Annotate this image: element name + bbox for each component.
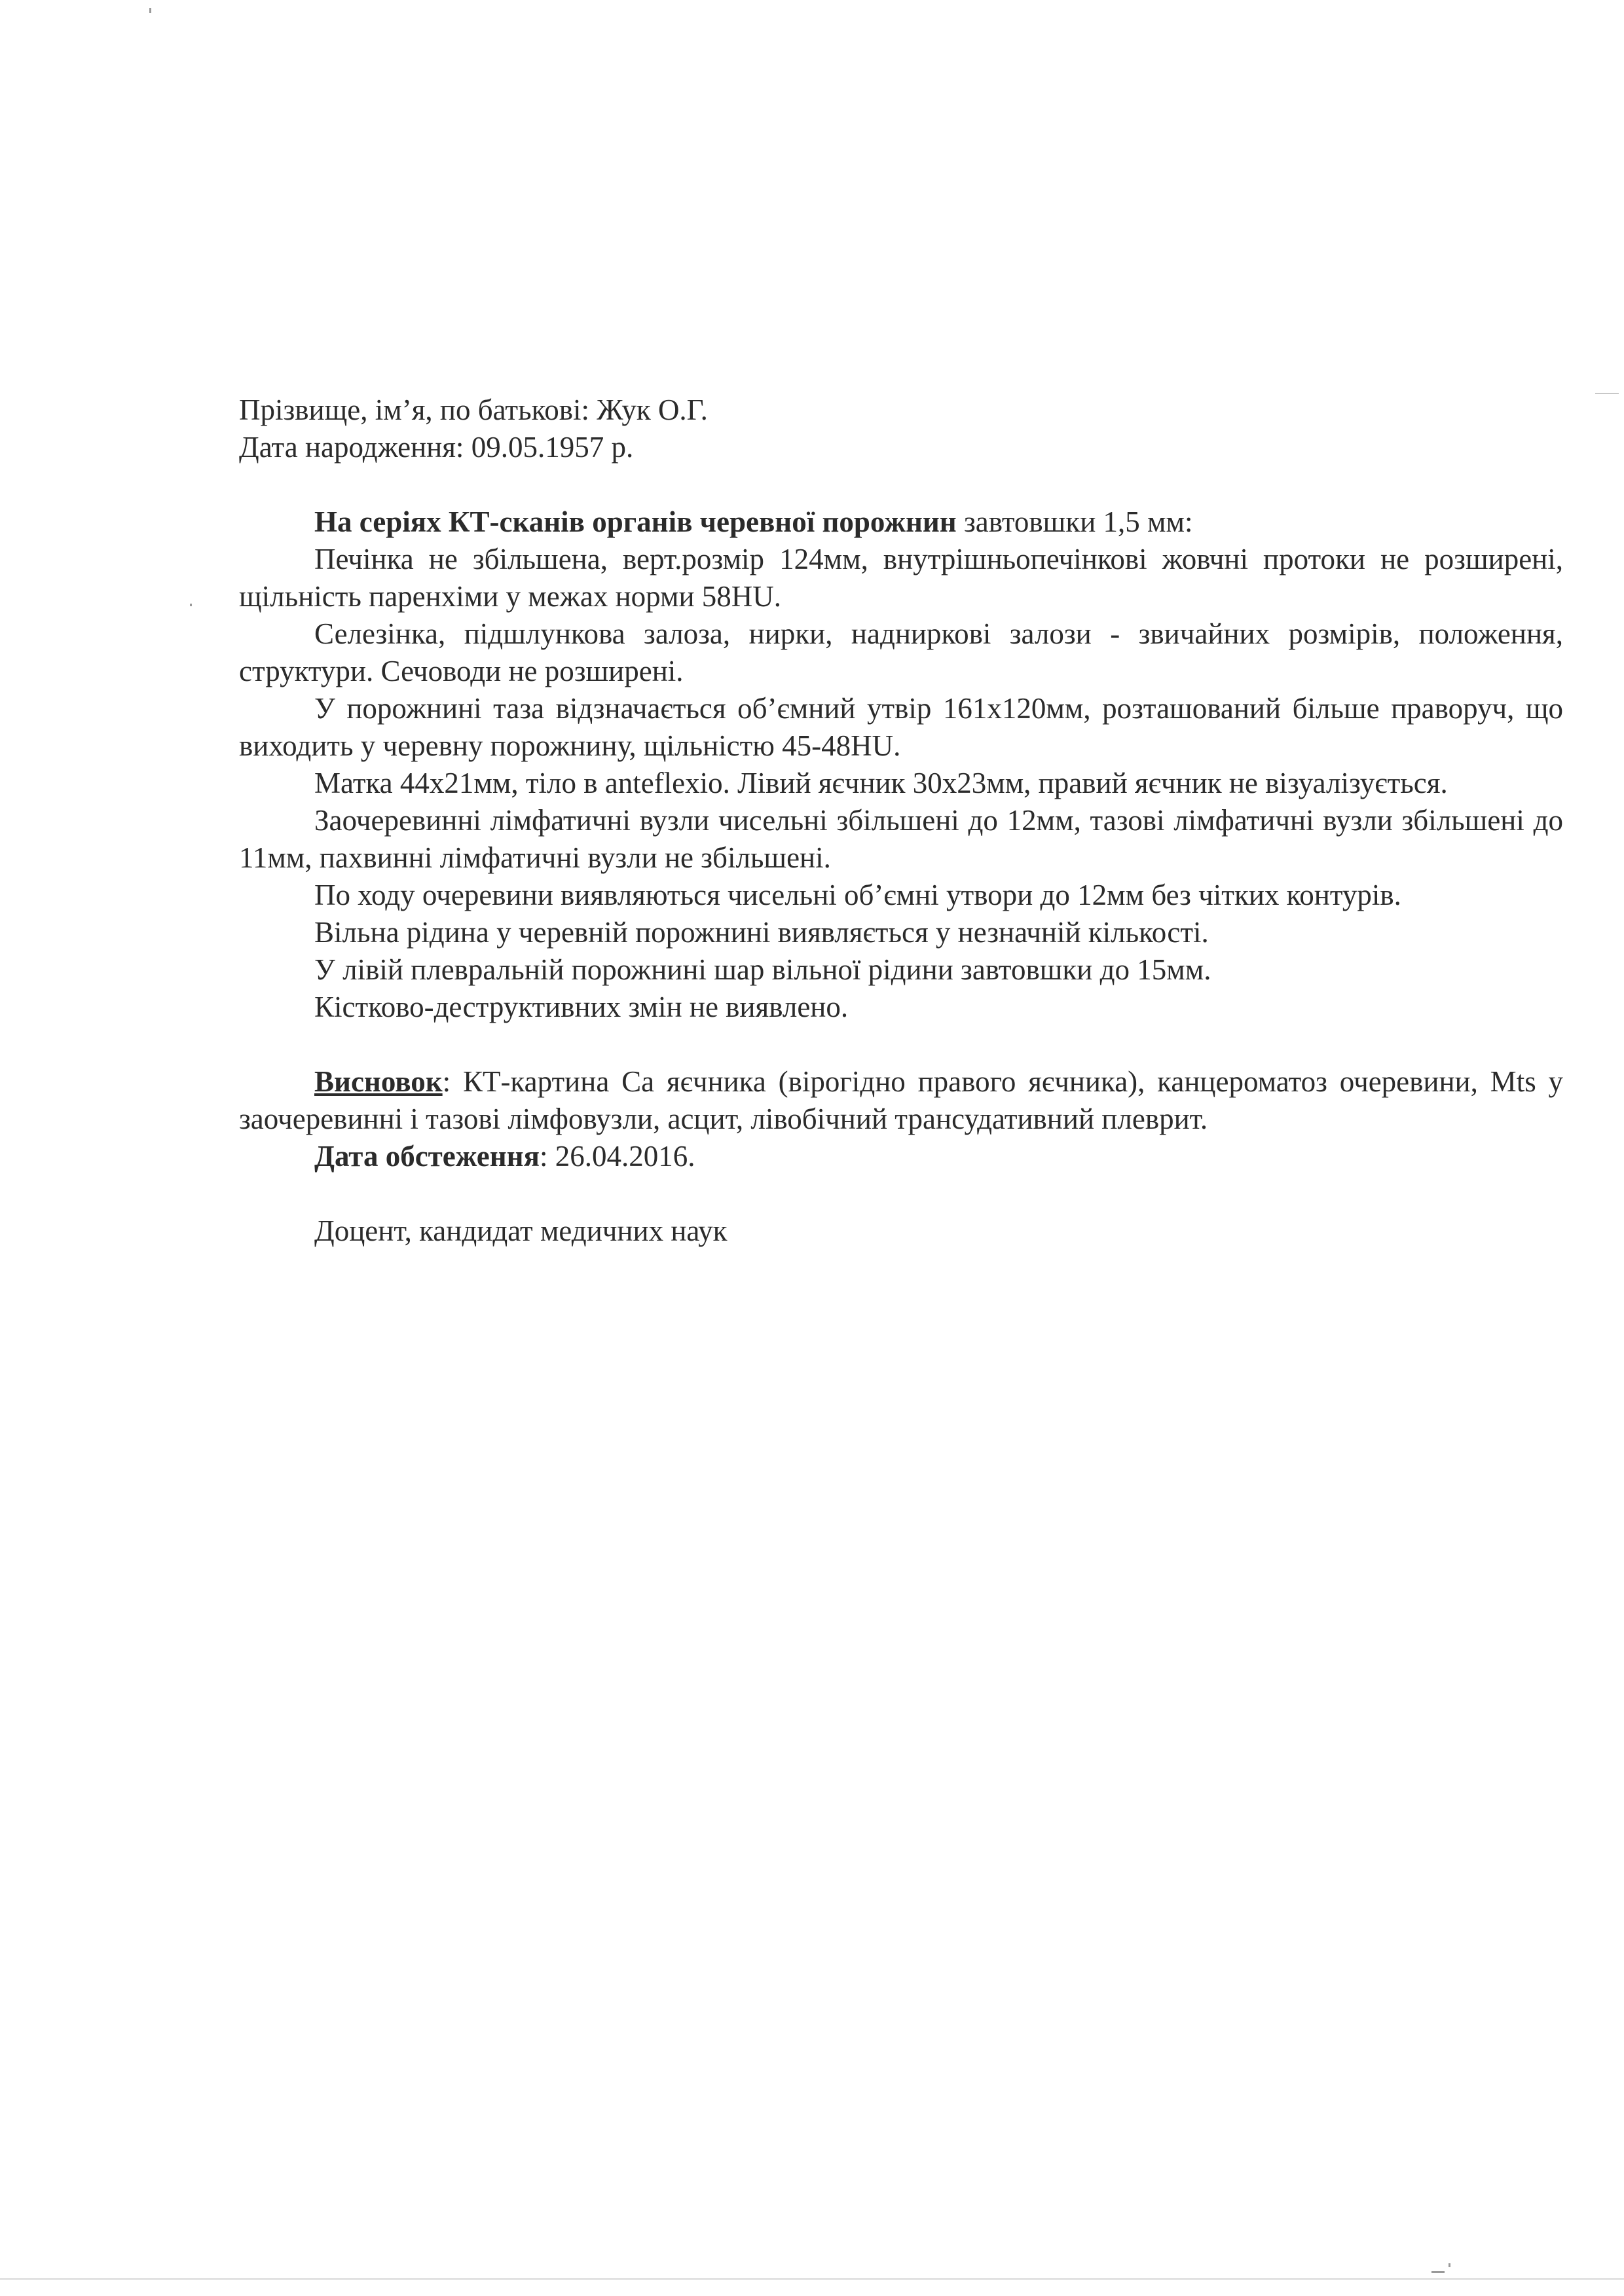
signature-title: Доцент, кандидат медичних наук — [314, 1214, 728, 1247]
finding-liver: Печінка не збільшена, верт.розмір 124мм, внутрішньопечінкові жовчні протоки не розширені, щільність паренхіми у межах норми 58HU. — [239, 543, 1563, 613]
study-title-bold: На серіях КТ-сканів органів черевної порожнин — [314, 505, 957, 538]
scan-mark-top — [149, 8, 151, 13]
report-body — [239, 392, 1563, 1250]
study-title-rest: завтовшки 1,5 мм: — [956, 505, 1193, 538]
birth-date-label: Дата народження: — [239, 431, 464, 464]
patient-name-label: Прізвище, ім’я, по батькові: — [239, 393, 589, 426]
exam-date-line — [239, 1138, 1563, 1175]
spacer — [239, 466, 1563, 503]
scan-mark-bottom-right-2 — [1449, 2263, 1450, 2267]
conclusion-label: Висновок — [314, 1065, 443, 1098]
scan-mark-right — [1595, 393, 1619, 394]
finding-organs: Селезінка, підшлункова залоза, нирки, надниркові залози - звичайних розмірів, положення, структури. Сечоводи не розширені. — [239, 617, 1563, 687]
exam-date-label: Дата обстеження — [314, 1140, 540, 1173]
finding-bones: Кістково-деструктивних змін не виявлено. — [314, 991, 849, 1023]
spacer — [239, 1026, 1563, 1063]
finding-lymph-nodes: Заочеревинні лімфатичні вузли чисельні збільшені до 12мм, тазові лімфатичні вузли збільшені до 11мм, пахвинні лімфатичні вузли не збільшені. — [239, 804, 1563, 874]
exam-date-value: : 26.04.2016. — [539, 1140, 695, 1173]
conclusion-text: : КТ-картина Са яєчника (вірогідно правого яєчника), канцероматоз очеревини, Mts у заочеревинні і тазові лімфовузли, асцит, лівобічний трансудативний плеврит. — [239, 1065, 1563, 1135]
finding-uterus-ovaries: Матка 44х21мм, тіло в anteflexio. Лівий яєчник 30х23мм, правий яєчник не візуалізується. — [314, 767, 1448, 799]
birth-date-value: 09.05.1957 р. — [471, 431, 634, 464]
scan-mark-left — [190, 604, 192, 606]
finding-peritoneum: По ходу очеревини виявляються чисельні об’ємні утвори до 12мм без чітких контурів. — [314, 879, 1401, 911]
study-title — [239, 503, 1563, 541]
spacer — [239, 1175, 1563, 1212]
conclusion — [239, 1063, 1563, 1138]
finding-free-fluid: Вільна рідина у черевній порожнині виявляється у незначній кількості. — [314, 916, 1209, 949]
finding-pleural-fluid: У лівій плевральній порожнині шар вільної рідини завтовшки до 15мм. — [314, 953, 1211, 986]
patient-name-value: Жук О.Г. — [597, 393, 708, 426]
birth-date-line — [239, 429, 1563, 466]
scan-mark-bottom-right — [1431, 2271, 1445, 2273]
patient-name-line — [239, 392, 1563, 429]
scan-edge-line — [0, 2278, 1624, 2280]
finding-pelvic-mass: У порожнині таза відзначається об’ємний утвір 161х120мм, розташований більше праворуч, що виходить у черевну порожнину, щільністю 45-48HU. — [239, 692, 1563, 762]
